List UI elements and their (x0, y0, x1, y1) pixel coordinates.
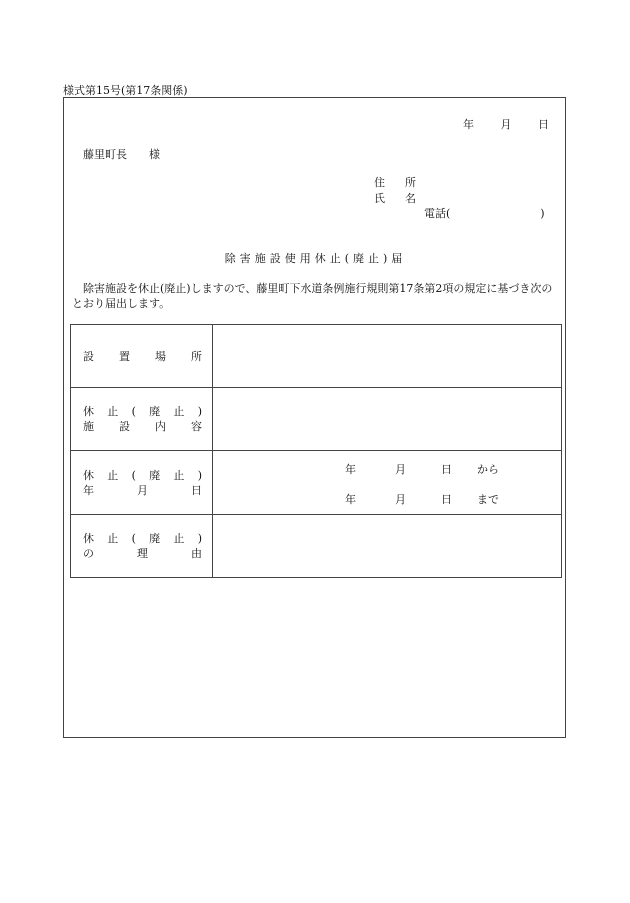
reason-value (213, 515, 562, 578)
date-day: 日 (538, 118, 549, 131)
body-text: 除害施設を休止(廃止)しますので、藤里町下水道条例施行規則第17条第2項の規定に基づき次のとおり届出します。 (72, 282, 553, 310)
address-label: 住 所 (374, 176, 416, 189)
date-month: 月 (500, 118, 512, 131)
name-label: 氏 名 (374, 192, 416, 205)
recipient (83, 146, 160, 162)
recipient-name: 藤里町長 (83, 148, 127, 161)
facility-content-label: 休 止 ( 廃 止 ) 施 設 内 容 (71, 388, 213, 451)
location-value (213, 325, 562, 388)
phone-field (424, 205, 545, 221)
period-label: 休 止 ( 廃 止 ) 年 月 日 (71, 451, 213, 515)
phone-label: 電話( (424, 207, 451, 220)
recipient-honorific: 様 (149, 148, 160, 161)
table-row (71, 388, 562, 451)
applicant-block (374, 174, 416, 206)
form-number: 様式第15号(第17条関係) (63, 84, 188, 97)
form-frame (63, 97, 566, 738)
period-to: 年 月 日 まで (345, 493, 499, 506)
reason-label: 休 止 ( 廃 止 ) の 理 由 (71, 515, 213, 578)
table-row (71, 451, 562, 515)
notification-table (70, 324, 562, 578)
location-label: 設 置 場 所 (71, 325, 213, 388)
table-row (71, 325, 562, 388)
date-year: 年 (463, 118, 474, 131)
document-title: 除害施設使用休止(廃止)届 (224, 252, 407, 265)
submission-date (440, 116, 549, 132)
table-row (71, 515, 562, 578)
phone-close: ) (540, 207, 545, 220)
period-from: 年 月 日 から (345, 463, 499, 476)
period-value (213, 451, 562, 515)
facility-content-value (213, 388, 562, 451)
